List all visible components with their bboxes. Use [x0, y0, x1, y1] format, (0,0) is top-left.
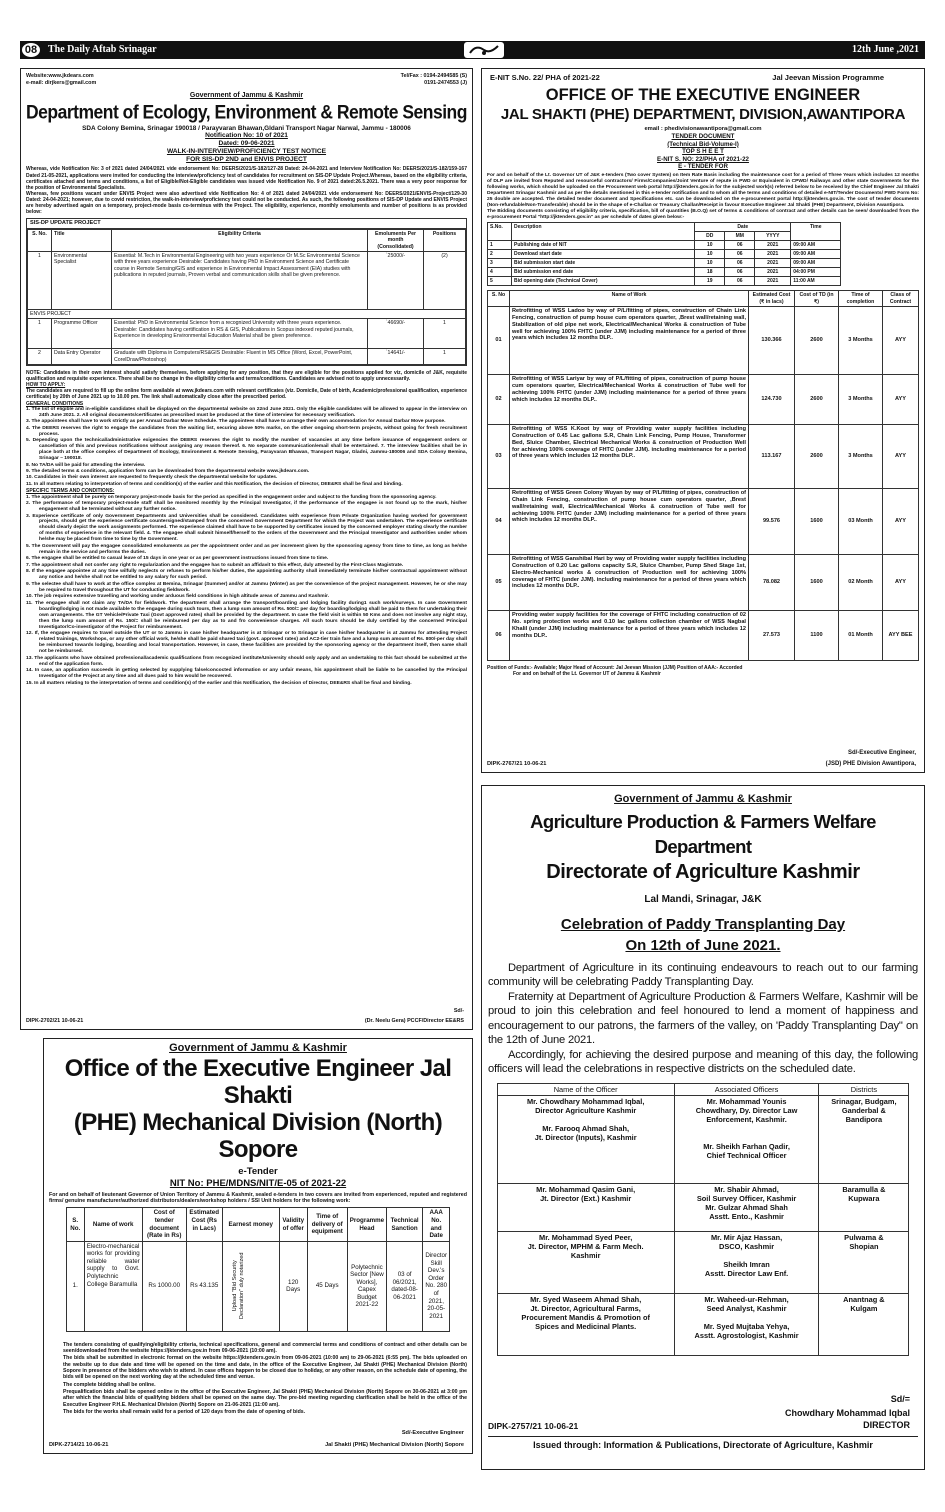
agri-para3: Accordingly, for achieving the desired purpose and meaning of this day, the following officers will lead the celebrations in respective districts on the scheduled date. — [488, 1048, 918, 1076]
col-mm: MM — [725, 231, 755, 240]
table-row: 5 Bid opening date (Technical Cover) 19 06 2021 11:00 AM — [488, 277, 841, 286]
col-districts: Districts — [819, 1083, 909, 1095]
cell-pos: 1 — [424, 319, 466, 349]
newspaper-name: The Daily Aftab Srinagar — [48, 44, 157, 55]
col-td: Cost of TD (in ₹) — [795, 291, 839, 307]
masthead — [20, 41, 925, 59]
awantipora-jjm: Jal Jeevan Mission Programme — [772, 73, 884, 82]
table-row: 03 Retrofitting of WSS K.Koot by way of Providing water supply facilities including Construction of 0.45 Lac gallons S.R, Chain Link Fencing, Pump House, Transformer Bed, Sluice Chamber, Electrical Mechanical Works & construction of Production Well for achieving 100% coverage of FHTC (under JJM). including maintenance for a period of three years which includes 12 months DLP.. 113.167 2600 3 Months AYY — [488, 425, 919, 489]
list-item: 15. In all matters relating to the interpretation of terms and condition(s) of the earlier and this Notification, the decision of Director, DEE&RS shall be final and binding. — [26, 680, 412, 686]
table-row: 3 Bid submission start date 10 06 2021 09:00 AM — [488, 259, 841, 268]
table-row: 05 Retrofitting of WSS Ganshibal Hari by way of Providing water supply facilities including Construction of 0.20 Lac gallons capacity S.R, Sluice Chamber, Pump Shed Stage 1st, Electro-Mechanical works & construction of Production well for achieving 100% coverage of FHTC (under JJM). including maintenance for a period of three years which includes 12 months DLP.. 78.082 1600 02 Month AYY — [488, 555, 919, 611]
table-row — [28, 349, 466, 365]
cell-pos: 1 — [424, 349, 466, 365]
table-row: 02 Retrofitting of WSS Lariyar by way of P/L/fitting of pipes, construction of pump house cum operators quarter, Electrical/Mechanical Works & construction of Tube well for achieving 100% FHTC (under JJM) including maintenance for a period of three years which includes 12 months DLP.. 124.730 2600 3 Months AYY — [488, 375, 919, 425]
ecology-howto-heading: HOW TO APPLY: — [26, 382, 66, 389]
works-table — [487, 290, 919, 661]
ecology-website: Website:www.jkdears.com — [26, 73, 94, 79]
sopore-table — [66, 1207, 451, 1331]
awantipora-notice — [481, 68, 925, 773]
awantipora-enit2: E-NIT S. NO: 22/PHA of 2021-22 — [657, 155, 749, 163]
col-aaa: AAA No. and Date — [423, 1208, 450, 1241]
table-row: 1. Electro-mechanical works for providing reliable water supply to Govt. Polytechnic College Baramulla Rs 1000.00 Rs 43.135 Upload "Bid Security Declaration" duly notarized 120 Days 45 Days Polytechnic Sector [New Works], Capex Budget 2021-22 03 of 06/2021, dated-08-06-2021 Director Skill Dev.'s Order No. 280 of 2021, 20-05-2021 — [66, 1241, 450, 1331]
list-item: 7. The appointment shall not confer any right to regularization and the engagee has to submit an affidavit to this effect, duly attested by the First-Class Magistrate. — [26, 562, 404, 568]
ecology-notice — [20, 68, 473, 1030]
ecology-telfax: Tel/Fax : 0194-2494585 (S) — [400, 73, 467, 79]
agri-para1: Department of Agriculture in its continuing endeavours to reach out to our farming community will be celebrating Paddy Transplanting Day. — [488, 961, 918, 989]
cell-pos: (2) — [424, 252, 466, 310]
col-earnest: Earnest money — [222, 1208, 279, 1241]
list-item: 11. The engagee shall not claim any TA/DA for fieldwork. The department shall arrange the transport/boarding and lodging facility during1 such work/surveys. In case Government boarding/lodging is not made available to the engagee during such tours, then a lump sum amount of Rs. 500/= per day for boarding/lodging shall be paid to them for undertaking their own arrangements. The GT Vehicle/Private Taxi (Govt approved rates) shall be provided by the department. In case the field visit is within 50 Kms and does not involve any night stay, then the lump sum amount of Rs. 150/= shall be reimbursed per day as to and fro convenience charges. All such tours should be duly certified by the concerned Principal Investigator/Co-investigator of the Project for reimbursement. — [26, 600, 467, 630]
sopore-notes — [49, 1342, 467, 1416]
ecology-intro2: Whereas, few positions vacant under ENVIS Project were also advertised vide Notification No: 4 of 2021 dated 24/04/2021 vide endorsement No: DEERS/2021/ENVIS-Project/129-30 Dated: 24-04-2021; however, due to covid restriction, the walk-in-interview/proficiency test could not be conducted. As such, the following positions of SIS-DP Update and ENVIS Project are hereby advertised again on a temporary, project-mode basis co-terminus with the Project. The eligibility, experience, monthly emoluments and number of positions is as provided below: — [26, 190, 467, 216]
issue-date: 12th June ,2021 — [852, 44, 919, 55]
list-item: 6. The engagee shall be entitled to casual leave of 15 days in one year or as per government instructions issued from time to time. — [26, 556, 329, 562]
col-sno: S. No — [488, 291, 510, 307]
table-row: Mr. Mohammad Syed Peer, Jt. Director, MPHM & Farm Mech. Kashmir Mr. Mir Ajaz Hassan, DSCO, Kashmir Sheikh Imran Asstt. Director Law Enf. Pulwama & Shopian — [497, 1231, 909, 1293]
list-item: The tenders consisting of qualifying/eligibility criteria, technical specifications, general and commercial terms and conditions of contract and other details can be seen/downloaded from the website https://jktenders.gov.in from 09-06-2021 (10:00 am). — [63, 1341, 467, 1355]
cell-sno: 1 — [28, 252, 52, 310]
list-item: 3. Experience certificate of only Government Departments and Universities shall be considered. Candidates with experience from Private Organization having worked for government projects, should get the experience certificate countersigned/stamped from the concerned Government Department for which the Project was undertaken. The experience certificate should clearly depict the work assignments performed. The experience claimed shall have to be supported by certificates issued by the concerned employer stating clearly the number of months of experience in the relevant field. 4. The engagee shall submit himself/herself to the orders of the Government and the Principal Investigator and authorities under whom he/she may be placed from time to time by the Government. — [26, 513, 467, 543]
cell-criteria: Essential: M.Tech in Environmental Engineering with two years experience Or M.Sc Environmental Science with three years experience Desirable: Candidates having PhD in Environment Science and Certificate course in Remote Sensing/GIS and experience in Environmental Impact Assessment (EIA) studies with publications in reputed journals, Proven verbal and communication skills shall be given preference. — [112, 252, 368, 310]
col-positions: Positions — [424, 230, 466, 252]
ecology-dept-title: Department of Ecology, Environment & Remote Sensing — [26, 100, 467, 123]
table-row: Mr. Chowdhary Mohammad Iqbal, Director Agriculture Kashmir Mr. Farooq Ahmad Shah, Jt. Director (Inputs), Kashmir Mr. Mohammad Younis Chowdhary, Dy. Director Law Enforcement, Kashmir. Mr. Sheikh Farhan Qadir, Chief Technical Officer Srinagar, Budgam, Ganderbal & Bandipora — [497, 1095, 909, 1183]
col-cost: Estimated Cost (₹ in lacs) — [749, 291, 795, 307]
awantipora-sd: Sd/-Executive Engineer, — [847, 749, 916, 756]
list-item: 8. No TA/DA will be paid for attending the interview. — [26, 462, 146, 468]
list-item: The complete bidding shall be online. — [63, 1381, 156, 1388]
sopore-gov: Government of Jammu & Kashmir — [169, 1042, 347, 1054]
list-item: The bids for the works shall remain valid for a period of 120 days from the date of opening of bids. — [63, 1409, 306, 1416]
col-title: Title — [52, 230, 112, 252]
list-item: 9. The selectee shall have to work at the office complex at Bemina, Srinagar (Summer) and/or at Jammu (Winter) as per the convenience of the project management. However, he or she may be required to travel throughout the UT for conducting fieldwork. — [26, 581, 467, 593]
list-item: 12. If, the engagee requires to travel outside the UT or to Jammu in case his/her headquarter is at Srinagar or to Srinagar in case his/her headquarter is at Jammu for attending Project related trainings, Workshops, or any other official work, he/she shall be paid shared taxi (govt. approved rates) and AC2-tier train fare and a lump sum amount of Rs. 800/-per day shall be reimbursed towards lodging, boarding and local transportation. However, in case, these facilities are provided by the sponsoring agency or the department itself, then same shall not be reimbursed. — [26, 631, 467, 655]
agri-gov: Government of Jammu & Kashmir — [614, 793, 792, 805]
list-item: 1. The appointment shall be purely on temporary project-mode basis for the period as specified in the engagement order and subject to the funding from the sponsoring agency. — [26, 494, 437, 500]
col-sno: S. No. — [66, 1208, 84, 1241]
agriculture-notice — [481, 785, 925, 1470]
col-date: Date — [695, 222, 791, 231]
cell-title: Data Entry Operator — [52, 349, 112, 365]
col-validity: Validity of offer — [279, 1208, 307, 1241]
ecology-table-title: SIS-DP UPDATE PROJECT — [27, 219, 466, 229]
col-sno: S. No. — [28, 230, 52, 252]
sopore-sd: Sd/-Executive Engineer — [401, 1430, 464, 1437]
list-item: 11. In all matters relating to interpretation of terms and condition(s) of the earlier and this Notification, the decision of Director, DEE&RS shall be final and binding. — [26, 481, 403, 487]
list-item: 2. The performance of temporary project-mode staff shall be monitored monthly by the Principal Investigator, if the performance of the engagee is not found up to the mark, his/her engagement shall be terminated without any further notice. — [26, 501, 467, 513]
table-row — [28, 252, 466, 310]
col-time: Time of completion — [839, 291, 883, 307]
page-number: 08 — [20, 41, 42, 59]
awantipora-signer: (JSD) PHE Division Awantipora, — [825, 760, 916, 767]
col-work: Name of Work — [510, 291, 749, 307]
col-dd: DD — [695, 231, 725, 240]
table-row: Mr. Mohammad Qasim Gani, Jt. Director (Ext.) Kashmir Mr. Shabir Ahmad, Soil Survey Officer, Kashmir Mr. Gulzar Ahmad Shah Asstt. Ento., Kashmir Baramulla & Kupwara — [497, 1183, 909, 1231]
table-section: ENVIS PROJECT — [28, 310, 466, 319]
col-class: Class of Contract — [883, 291, 919, 307]
earnest-money-rotated: Upload "Bid Security Declaration" duly notarized — [231, 1252, 245, 1320]
ecology-address: SDA Colony Bemina, Srinagar 190018 / Parayvaran Bhawan,Gldani Transport Nagar Narwal, Jammu - 180006 — [82, 124, 411, 132]
table-row: 2 Download start date 10 06 2021 09:00 AM — [488, 250, 841, 259]
col-est-cost: Estimated Cost (Rs in Lacs) — [186, 1208, 222, 1241]
agri-officers-table — [497, 1083, 910, 1356]
col-criteria: Eligibility Criteria — [112, 230, 368, 252]
sopore-signer: Jal Shakti (PHE) Mechanical Division (North) Sopore — [325, 1442, 464, 1449]
table-row — [28, 319, 466, 349]
ecology-dipk: DIPK-2702/21 10-06-21 — [26, 1018, 84, 1025]
cell-emol: `25000/- — [368, 252, 424, 310]
agri-designation: DIRECTOR — [863, 1420, 910, 1431]
ecology-sd: Sd/- — [453, 1008, 464, 1015]
col-work: Name of work — [84, 1208, 142, 1241]
awantipora-intro: For and on behalf of the Lt. Governor UT of J&K e-tenders (Two cover System) on Item Rate Basis including the maintenance cost for a period of Three Years which includes 12 months of DLP are invited from Reputed and resourceful contractors/ Firms/Companies/Joint Venture of repute in PWD or Equivalent in CPWD/ Railways and other state Governments for the following works, which should be uploaded on the Procurement web portal http://jktenders.gov.in for the subjected work(s) referred below to be received by the Chief Engineer Jal Shakti Department Srinagar Kashmir and as per the details mentioned in this e-tender notification and to whom all the terms and conditions of detailed e-NIT/Tender Documents/ PWD Form No: 25 double are accepted. The detailed tender document and Specifications etc. can be downloaded on the e-procurement portal http://jktenders.gov.in. The cost of tender documents (Non-refundable/Non-Transferable) should be in the shape of e-Challan or Treasury Challan/Receipt in favour Executive Engineer Jal Shakti (PHE) Department, Division Awantipora. — [487, 172, 919, 208]
agri-sd: Sd/= — [890, 1394, 910, 1405]
sopore-nit: NIT No: PHE/MDNS/NIT/E-05 of 2021-22 — [169, 1177, 347, 1189]
col-yyyy: YYYY — [755, 231, 791, 240]
ecology-note: NOTE: Candidates in their own interest should satisfy themselves, before applying for any position, that they are eligible for the positions applied for viz, domicile of J&K, requisite qualification and requisite experience. There shall be no change in the eligibility criteria and terms/conditions. Candidates are advised not to apply unnecessarily. — [26, 370, 467, 383]
awantipora-funds: Position of Funds:- Available; Major Head of Account: Jal Jeevan Mission (JJM) Position of AAA:- Accorded — [487, 665, 743, 672]
ecology-dated: Dated: 09-06-2021 — [218, 140, 275, 148]
list-item: Prequalification bids shall be opened online in the office of the Executive Engineer, Jal Shakti (PHE) Mechanical Division (North) Sopore on 30-06-2021 at 3:00 pm after which the financial bids of qualifying bidders shall be opened on the same day. The pre-bid meeting regarding clarification shall be held in the office of the Executive Engineer P.H.E. Mechanical Division (North) Sopore on 21-06-2021 (11:00 am). — [63, 1389, 467, 1408]
awantipora-enit: E-NIT S.No. 22/ PHA of 2021-22 — [490, 73, 600, 82]
ecology-howto: The candidates are required to fill up the online form available at www.jkdears.com with relevant certificates (viz. Domicile, Date of birth, Academic/professional qualification, experience certificate) by 20th of June 2021 up to 10.00 pm. The link shall automatically close after the prescribed period. — [26, 388, 467, 401]
list-item: 10. The job requires extensive travelling and working under arduous field conditions in high altitude areas of Jammu and Kashmir. — [26, 594, 330, 600]
awantipora-email: email : phedivisionawantipora@gmail.com — [644, 126, 762, 132]
sopore-dipk: DIPK-2714/21 10-06-21 — [49, 1442, 109, 1449]
agri-dipk: DIPK-2757/21 10-06-21 — [488, 1420, 579, 1431]
list-item: 5. Depending upon the technical/administrative exigencies the DEERS reserves the right to modify the number of vacancies at any time before issuance of engagement orders or cancellation of this and previous notifications without assigning any reason thereof. 6. No separate communication/email shall be entertained. 7. The interview facilities shall be in place both at the office complex of Department of Ecology, Environment & Remote Sensing, Parayvaran Bhawan, Transport Nagar, Gladni, Jammu-180006 and SDA Colony Bemina, Srinagar – 190018. — [26, 438, 467, 462]
sopore-title1: Office of the Executive Engineer Jal Shakti — [64, 1055, 452, 1110]
newspaper-logo — [464, 42, 504, 58]
col-time: Time — [791, 222, 841, 240]
table-row: 1 Publishing date of NIT 10 06 2021 09:00 AM — [488, 240, 841, 249]
agri-title1: Agriculture Production & Farmers Welfare Department — [530, 811, 876, 858]
table-row: 4 Bid submission end date 18 06 2021 04:00 PM — [488, 268, 841, 277]
list-item: 1. The list of eligible and in-eligible candidates shall be displayed on the departmental website on 22nd June 2021. Only the eligible candidates will be allowed to appear in the interview on 24th June 2021. 2. All original documents/certificates as prescribed must be produced at the time of interview for necessary verification. — [26, 406, 467, 418]
awantipora-behalf: For and on behalf of the Lt. Governor UT of Jammu & Kashmir — [513, 671, 661, 678]
col-doc-cost: Cost of tender document (Rate in Rs) — [142, 1208, 186, 1241]
list-item: 3. The appointees shall have to work strictly as per Annual Darbar Move Schedule. The appointees shall have to arrange their own accommodation for Annual Darbar Move purpose. — [26, 419, 446, 425]
agri-divider — [488, 1436, 918, 1437]
tender-document-label: TENDER DOCUMENT — [671, 133, 735, 141]
schedule-table — [487, 222, 841, 287]
cell-criteria: Essential: PhD in Environmental Science from a recognized University with three years experience. Desirable: Candidates having certification in RS & GIS, Publications in Scopus indexed reputed journals, Experience in developing Environmental Education Material shall be given preference. — [112, 319, 368, 349]
col-programme: Programme Head — [347, 1208, 386, 1241]
ecology-specific-list — [26, 495, 467, 687]
etender-for-label: E - TENDER FOR — [678, 163, 728, 171]
table-row: 06 Providing water supply facilities for the coverage of FHTC including construction of 02 No. spring protection works and 0.10 lac gallons collection chamber of WSS Nagbal Khalil (under JJM) including maintenance for a period of three years which includes 12 months DLP.. 27.573 1100 01 Month AYY BEE — [488, 611, 919, 661]
ecology-table — [26, 218, 467, 366]
ecology-specific-heading: SPECIFIC TERMS AND CONDITIONS: — [26, 488, 115, 495]
ecology-for: FOR SIS-DP 2ND and ENVIS PROJECT — [186, 156, 307, 164]
agri-para2: Fraternity at Department of Agriculture Production & Farmers Welfare, Kashmir will be proud to join this celebration and feel honoured to lend a moment of happiness and encouragement to our patrons, the farmers of the valley, on 'Paddy Transplanting Day" on the 12th of June 2021. — [488, 990, 918, 1047]
ecology-phone: 0191-2474553 (J) — [424, 80, 467, 86]
ecology-notif-no: Notification No: 10 of 2021 — [205, 132, 288, 140]
cell-sno: 1 — [28, 319, 52, 349]
cell-emol: `46690/- — [368, 319, 424, 349]
col-sanction: Technical Sanction — [387, 1208, 423, 1241]
list-item: 10. Candidates in their own interest are requested to frequently check the departmental website for updates. — [26, 475, 278, 481]
col-delivery: Time of delivery of equipment — [307, 1208, 347, 1241]
ecology-email: e-mail: dirjkers@gmail.com — [26, 80, 97, 86]
ecology-general-heading: GENERAL CONDITIONS — [26, 400, 84, 407]
ecology-intro: Whereas, vide Notification No: 3 of 2021 dated 24/04/2021 vide endorsement No: DEERS/2021/S-182/127-28 Dated: 24-04-2021 and Interview Notification No: DEERS/2021/S-182/159-167 Dated 21-05-2021, applications were invited for conducting the interview/proficiency test of candidates for recruitment on SIS-DP Update Project.Whereas, based on the eligibility criteria, certificates attached and terms and conditions, a list of Eligible/Not-Eligible candidates was issued vide Notification No. 9 of 2021 dated:26.5.2021. There was a very poor response for the position of Environmental Specialists. — [26, 166, 467, 191]
ecology-signer: (Dr. Neelu Gera) PCCF/Director EE&RS — [364, 1018, 464, 1025]
technical-bid-label: (Technical Bid-Volume-I) — [667, 140, 739, 148]
list-item: 14. In case, an application succeeds in getting selected by supplying false/concocted information or any unfair means, his appointment shall be liable to be cancelled by the Principal Investigator of the Project at any time and all dues paid to him would be recovered. — [26, 668, 467, 680]
cell-title: Environmental Specialist — [52, 252, 112, 310]
cell-title: Programme Officer — [52, 319, 112, 349]
sopore-intro: For and on behalf of lieutenant Governor of Union Territory of Jammu & Kashmir, sealed e-tenders in two covers are invited from experienced, reputed and registered firms/ genuine manufacturer/authorized distributors/dealers/workshop holders / SSI Unit holders for the following work: — [49, 1191, 467, 1205]
sopore-notice — [43, 1038, 473, 1454]
list-item: 8. If the engagee appointee at any time wilfully neglects or refuses to perform his/her duties, the appointing authority shall immediately terminate his/her contractual appointment without any notice and he/she shall not be entitled to any salary for such period. — [26, 569, 467, 581]
table-row: 01 Retrofitting of WSS Ladoo by way of P/L/fitting of pipes, construction of Chain Link Fencing, construction of pump house cum operators quarter, ,Brest wall/retaining wall, Stabilization of old pipe net work, Electrical/Mechanical Works & construction of Tube well for achieving 100% FHTC (under JJM) including maintenance for a period of three years which includes 12 months DLP.. 130.366 2600 3 Months AYY — [488, 307, 919, 375]
col-associated: Associated Officers — [674, 1083, 819, 1095]
agri-celebration: Celebration of Paddy Transplanting Day — [560, 915, 846, 933]
ecology-general-list — [26, 407, 467, 488]
col-sno: S.No. — [488, 222, 512, 240]
col-emoluments: Emoluments Per month (Consolidated) — [368, 230, 424, 252]
agri-celebration-date: On 12th of June 2021. — [625, 936, 781, 954]
list-item: 13. The applicants who have obtained professional/academic qualifications from recognized institute/University should only apply and an undertaking to this fact should be submitted at the end of the application form. — [26, 655, 467, 667]
sopore-etender: e-Tender — [238, 1166, 278, 1178]
col-officer: Name of the Officer — [497, 1083, 674, 1095]
sopore-title2: (PHE) Mechanical Division (North) Sopore — [73, 1109, 443, 1164]
list-item: 5. The Government will pay the engagee consolidated emoluments as per the appointment order and as per increment given by the sponsoring agency from time to time, as long as he/she remain in the service and performs the duties. — [26, 543, 467, 555]
list-item: The bids shall be submitted in electronic format on the website https://jktenders.gov.in from 09-06-2021 (10:00 am) to 29-06-2021 (6:55 pm). The bids uploaded on the website up to due date and time will be opened on the time and date, in the office of the Executive Engineer, Jal Shakti (PHE) Mechanical Division (North) Sopore in presence of the bidders who wish to attend. In case offices happen to be closed due to holiday, or any other reason, on the schedule date of opening, the bids will be opened on the next working day at the scheduled time and venue. — [63, 1355, 467, 1381]
cell-emol: `14641/- — [368, 349, 424, 365]
awantipora-intro2: The Bidding documents consisting of eligibility criteria, specification, bill of quantities (B.O.Q) set of terms & conditions of contract and other details can be seen/ downloaded from the e-procurement Portal "http://jktenders.gov.in" as per schedule of dates given below:- — [487, 208, 919, 220]
ecology-gov: Government of Jammu & Kashmir — [189, 92, 304, 99]
agri-signer: Chowdhary Mohammad Iqbal — [784, 1408, 910, 1419]
col-description: Description — [512, 222, 695, 240]
ecology-walkin: WALK-IN-INTERVIEW/PROFICIENCY TEST NOTICE — [166, 148, 327, 156]
agri-title2: Directorate of Agriculture Kashmir — [546, 861, 860, 884]
table-row: Mr. Syed Waseem Ahmad Shah, Jt. Director, Agricultural Farms, Procurement Mandis & Promotion of Spices and Medicinal Plants. Mr. Waheed-ur-Rehman, Seed Analyst, Kashmir Mr. Syed Mujtaba Yehya, Asstt. Agrostologist, Kashmir Anantnag & Kulgam — [497, 1293, 909, 1355]
table-row: 04 Retrofitting of WSS Green Colony Wuyan by way of P/L/fitting of pipes, construction of Chain Link Fencing, construction of pump house cum operators quarter, ,Brest wall/retaining wall, Electrical/Mechanical Works & construction of Tube well for achieving 100% FHTC (under JJM) including maintenance for a period of three years which includes 12 months DLP.. 99.576 1600 03 Month AYY — [488, 489, 919, 555]
list-item: 9. The detailed terms & conditions, application form can be downloaded from the departmental website www.jkdears.com. — [26, 469, 310, 474]
awantipora-dipk: DIPK-2767/21 10-06-21 — [487, 761, 547, 768]
awantipora-title2: JAL SHAKTI (PHE) DEPARTMENT, DIVISION,AWANTIPORA — [500, 106, 906, 123]
agri-issued: Issued through: Information & Publications, Directorate of Agriculture, Kashmir — [533, 1440, 873, 1451]
awantipora-title1: OFFICE OF THE EXECUTIVE ENGINEER — [545, 86, 861, 104]
agri-address: Lal Mandi, Srinagar, J&K — [644, 894, 762, 906]
cell-sno: 2 — [28, 349, 52, 365]
top-sheet-label: TOP S H E E T — [682, 148, 724, 156]
cell-criteria: Graduate with Diploma in Computers/RS&GIS Desirable: Fluent in MS Office (Word, Excel, PowerPoint, CorelDraw/Photoshop) — [112, 349, 368, 365]
list-item: 4. The DEERS reserves the right to engage the candidates from the waiting list, securing above 50% marks, on the other ongoing short-term projects, without going for fresh recruitment process. — [26, 425, 467, 437]
